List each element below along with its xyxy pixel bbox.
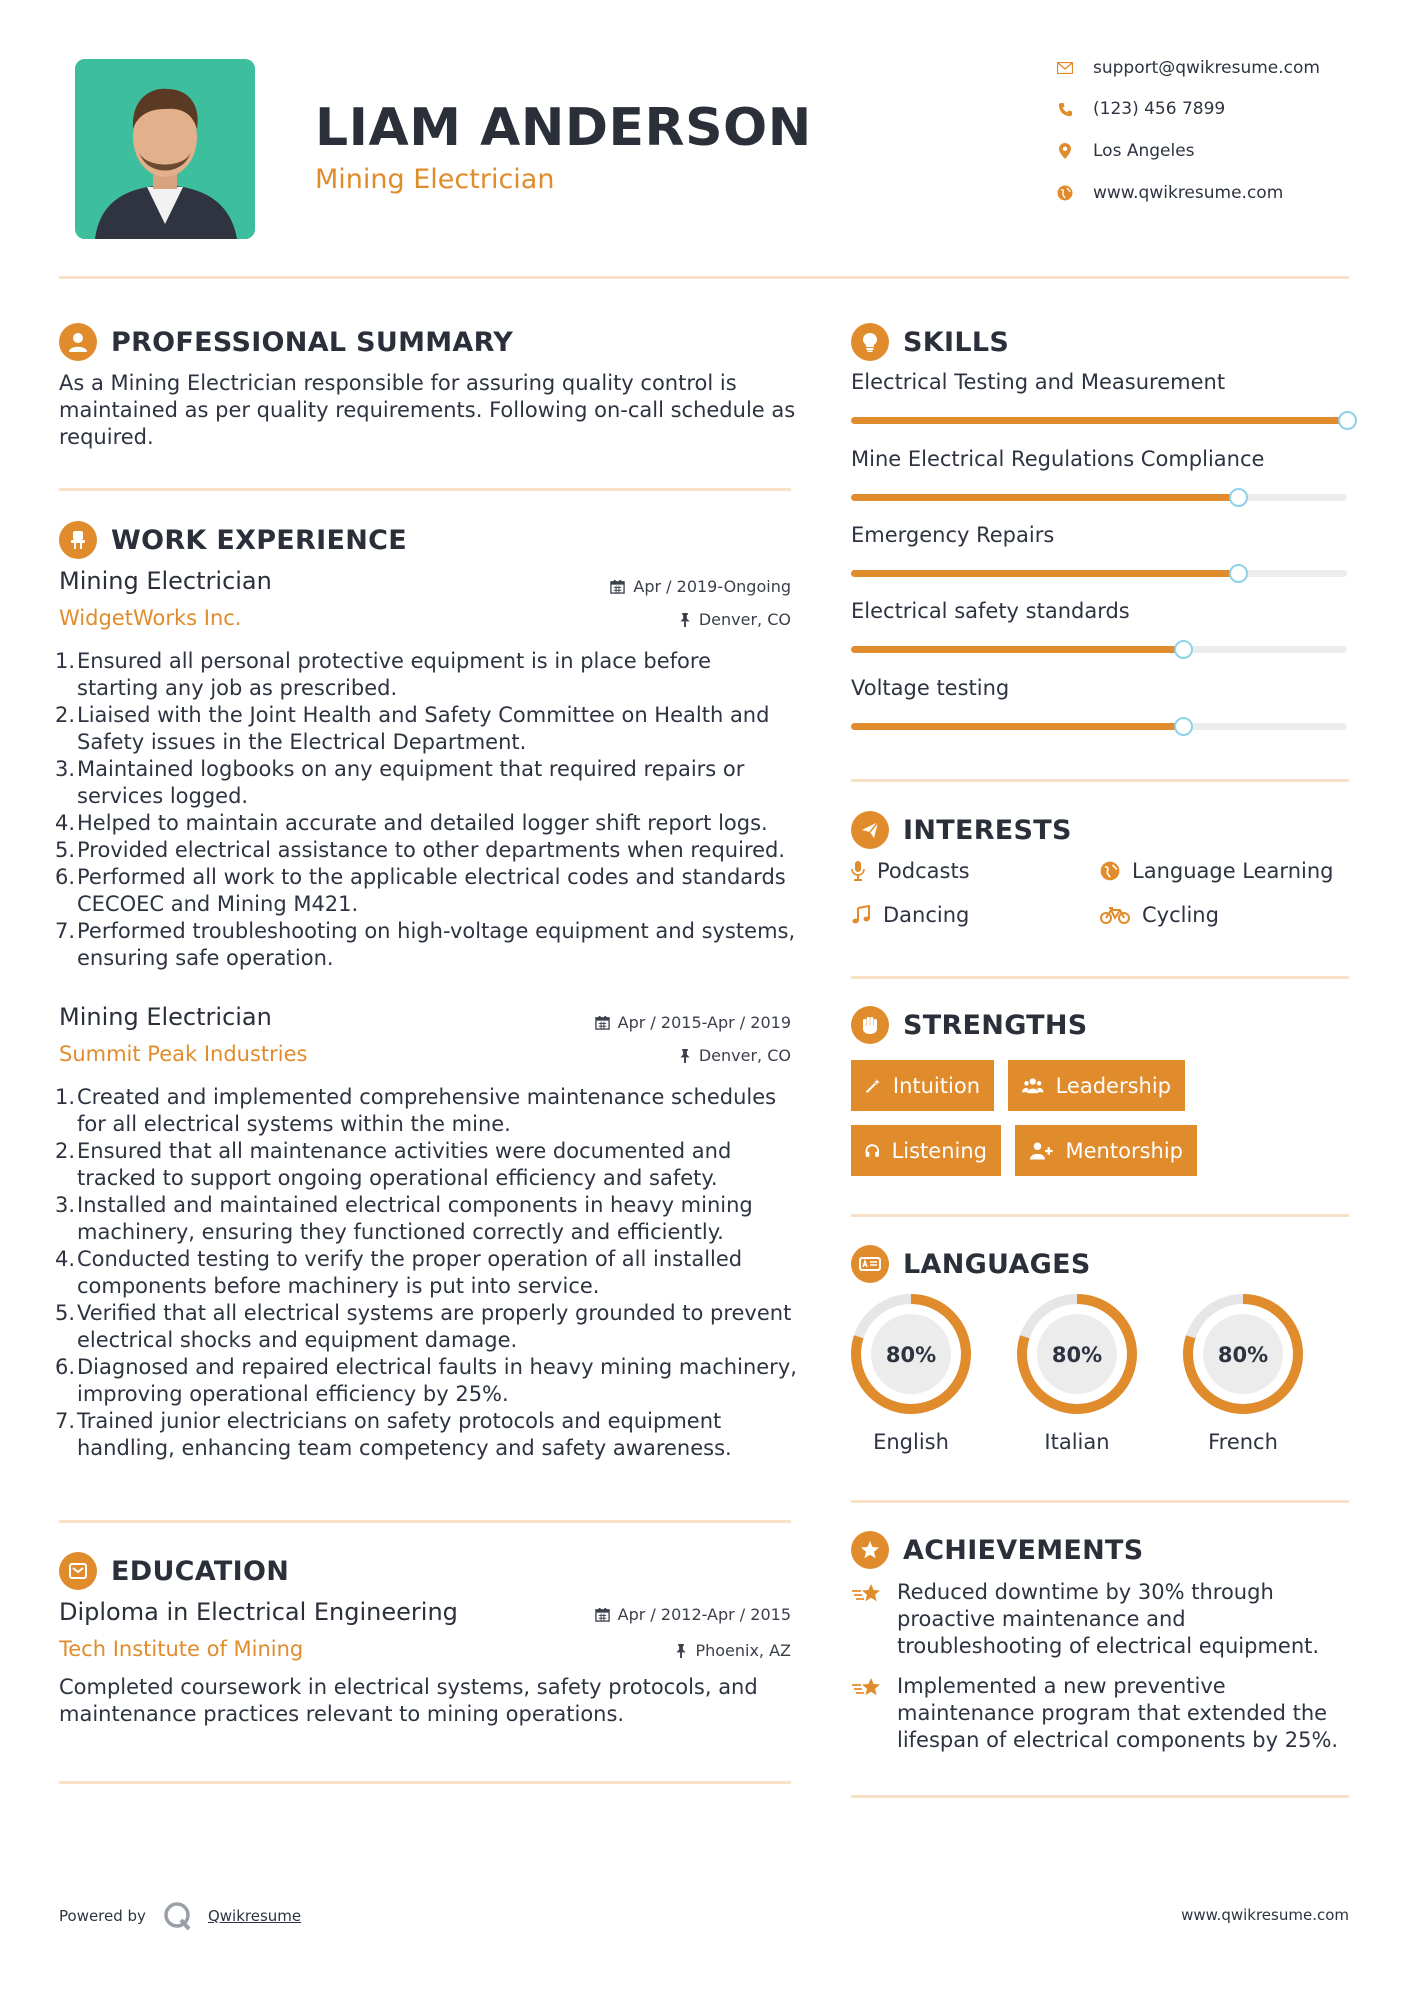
achievement-item [851,1579,1351,1660]
list-item: 6. Diagnosed and repaired electrical faults in heavy mining machinery, improving operational efficiency by 25%. [55,1355,797,1406]
education-title: EDUCATION [111,1555,290,1587]
job-2-location [679,1046,791,1065]
job-2-location-text: Denver, CO [698,1046,791,1065]
user-plus-icon [1029,1141,1054,1161]
skill-bar-knob[interactable] [1338,411,1357,430]
job-1-company: WidgetWorks Inc. [59,606,242,630]
language-percent: 80% [1051,1343,1103,1367]
header-divider [59,276,1349,279]
strength-label: Mentorship [1065,1138,1183,1163]
list-item: 4. Helped to maintain accurate and detailed logger shift report logs. [55,811,768,835]
list-item: 3. Maintained logbooks on any equipment that required repairs or services logged. [55,757,745,808]
strengths-title: STRENGTHS [903,1009,1088,1041]
language-ring [1015,1292,1139,1416]
achievement-item [851,1673,1351,1754]
skill-bar [851,723,1347,730]
education-location-text: Phoenix, AZ [695,1641,791,1660]
contact-location [1055,141,1355,161]
profile-photo [75,59,255,239]
education-divider [59,1781,791,1784]
interest-item [851,903,969,927]
calendar-icon [595,1015,610,1030]
job-1-dates-text: Apr / 2019-Ongoing [633,577,791,596]
magic-wand-icon [865,1076,881,1096]
shooting-star-icon [851,1675,885,1703]
envelope-icon [1055,58,1075,78]
education-dates-text: Apr / 2012-Apr / 2015 [617,1605,791,1624]
job-2-role: Mining Electrician [59,1003,272,1031]
language-item [849,1292,973,1454]
education-dates [595,1605,791,1624]
contact-email[interactable] [1055,58,1355,78]
skills-heading [851,323,1009,361]
globe-icon [1055,183,1075,203]
skills-divider [851,779,1349,782]
skill-bar-knob[interactable] [1174,640,1193,659]
candidate-title: Mining Electrician [315,164,555,195]
interests-divider [851,976,1349,979]
language-name: Italian [1044,1430,1110,1454]
achievements-heading [851,1531,1144,1569]
languages-title: LANGUAGES [903,1248,1091,1280]
skill-bar-knob[interactable] [1229,564,1248,583]
list-item: 1. Created and implemented comprehensive maintenance schedules for all electrical systems within the mine. [55,1085,777,1136]
skill-label: Emergency Repairs [851,523,1055,547]
strength-badge [1008,1060,1185,1111]
job-1-bullets [55,648,799,972]
education-heading [59,1552,289,1590]
list-item: 3. Installed and maintained electrical components in heavy mining machinery, ensuring they functioned correctly and efficiently. [55,1193,753,1244]
contact-phone-text: (123) 456 7899 [1093,99,1226,119]
globe-icon [1100,861,1120,881]
job-2-dates-text: Apr / 2015-Apr / 2019 [617,1013,791,1032]
headphones-icon [865,1141,880,1161]
list-item: 2. Liaised with the Joint Health and Safety Committee on Health and Safety issues in the Electrical Department. [55,703,770,754]
language-item [1015,1292,1139,1454]
fist-icon [851,1006,889,1044]
strength-badge [851,1060,994,1111]
list-item: 5. Verified that all electrical systems are properly grounded to prevent electrical shocks and equipment damage. [55,1301,792,1352]
language-name: French [1208,1430,1278,1454]
interests-title: INTERESTS [903,814,1072,846]
shooting-star-icon [851,1581,885,1609]
skill-label: Mine Electrical Regulations Compliance [851,447,1265,471]
interest-item [1100,859,1333,883]
group-icon [1022,1076,1044,1096]
contact-email-text: support@qwikresume.com [1093,58,1320,78]
language-card-icon [851,1245,889,1283]
skill-bar-knob[interactable] [1229,488,1248,507]
skill-label: Voltage testing [851,676,1010,700]
skill-bar [851,570,1347,577]
microphone-icon [851,860,865,882]
qwikresume-link[interactable]: Qwikresume [207,1907,302,1925]
interest-label: Cycling [1142,903,1219,927]
list-item: 1. Ensured all personal protective equipment is in place before starting any job as prescribed. [55,649,711,700]
skill-bar-knob[interactable] [1174,717,1193,736]
skill-bar [851,417,1347,424]
paper-plane-icon [851,811,889,849]
strength-badge [851,1125,1001,1176]
interests-heading [851,811,1072,849]
job-1-location [679,610,791,629]
languages-divider [851,1500,1349,1503]
skill-label: Electrical Testing and Measurement [851,370,1226,394]
skill-bar-fill [851,494,1238,501]
skill-bar-fill [851,570,1238,577]
language-item [1181,1292,1305,1454]
graduation-icon [59,1552,97,1590]
calendar-icon [610,579,625,594]
achievement-text: Reduced downtime by 30% through proactive maintenance and troubleshooting of electrical equipment. [897,1580,1320,1658]
language-name: English [873,1430,949,1454]
language-percent: 80% [1217,1343,1269,1367]
interest-item [851,859,970,883]
list-item: 2. Ensured that all maintenance activities were documented and tracked to support ongoing operational efficiency and safety. [55,1139,732,1190]
job-2-company: Summit Peak Industries [59,1042,308,1066]
summary-heading [59,323,513,361]
job-1-location-text: Denver, CO [698,610,791,629]
skill-label: Electrical safety standards [851,599,1130,623]
skill-bar [851,494,1347,501]
achievement-text: Implemented a new preventive maintenance program that extended the lifespan of electrical components by 25%. [897,1674,1339,1752]
achievements-divider [851,1795,1349,1798]
qwikresume-logo-icon [162,1900,194,1932]
strengths-divider [851,1214,1349,1217]
interest-item [1100,903,1219,927]
skill-bar-fill [851,646,1183,653]
experience-divider [59,1520,791,1523]
summary-text: As a Mining Electrician responsible for assuring quality control is maintained as per quality requirements. Following on-call schedule as required. [59,371,796,449]
list-item: 4. Conducted testing to verify the proper operation of all installed components before machinery is put into service. [55,1247,743,1298]
achievements-title: ACHIEVEMENTS [903,1534,1144,1566]
music-note-icon [851,905,871,925]
education-degree: Diploma in Electrical Engineering [59,1598,458,1626]
calendar-icon [595,1607,610,1622]
powered-by-text: Powered by [59,1907,146,1925]
education-location [675,1641,791,1660]
footer-branding [59,1900,301,1932]
summary-title: PROFESSIONAL SUMMARY [111,326,514,358]
chair-icon [59,521,97,559]
strengths-heading [851,1006,1088,1044]
interest-label: Dancing [883,903,970,927]
phone-icon [1055,99,1075,119]
contact-location-text: Los Angeles [1093,141,1195,161]
language-ring [1181,1292,1305,1416]
skills-title: SKILLS [903,326,1010,358]
user-icon [59,323,97,361]
list-item: 6. Performed all work to the applicable electrical codes and standards CECOEC and Mining M421. [55,865,786,916]
interest-label: Podcasts [877,859,970,883]
strength-label: Listening [891,1138,987,1163]
star-badge-icon [851,1531,889,1569]
experience-title: WORK EXPERIENCE [111,524,407,556]
languages-heading [851,1245,1091,1283]
list-item: 7. Performed troubleshooting on high-voltage equipment and systems, ensuring safe operation. [55,919,796,970]
skill-bar-fill [851,723,1183,730]
list-item: 7. Trained junior electricians on safety protocols and equipment handling, enhancing team competency and safety awareness. [55,1409,732,1460]
job-1-role: Mining Electrician [59,567,272,595]
skill-bar-fill [851,417,1347,424]
lightbulb-icon [851,323,889,361]
education-school: Tech Institute of Mining [59,1637,304,1661]
list-item: 5. Provided electrical assistance to other departments when required. [55,838,786,862]
summary-divider [59,488,791,491]
experience-heading [59,521,407,559]
interest-label: Language Learning [1132,859,1334,883]
map-pin-icon [1055,141,1075,161]
pushpin-icon [679,612,691,627]
job-1-dates [610,577,791,596]
contact-phone[interactable] [1055,99,1355,119]
strength-label: Leadership [1055,1073,1171,1098]
job-2-dates [595,1013,791,1032]
education-text: Completed coursework in electrical systems, safety protocols, and maintenance practices relevant to mining operations. [59,1675,758,1726]
strength-label: Intuition [892,1073,980,1098]
language-percent: 80% [885,1343,937,1367]
job-2-bullets [55,1084,799,1462]
language-ring [849,1292,973,1416]
strength-badge [1015,1125,1197,1176]
candidate-name: LIAM ANDERSON [315,98,812,158]
footer-website[interactable]: www.qwikresume.com [1181,1906,1349,1924]
contact-website-text: www.qwikresume.com [1093,183,1284,203]
bicycle-icon [1100,905,1130,925]
pushpin-icon [675,1643,687,1658]
pushpin-icon [679,1048,691,1063]
contact-website[interactable] [1055,183,1355,203]
skill-bar [851,646,1347,653]
